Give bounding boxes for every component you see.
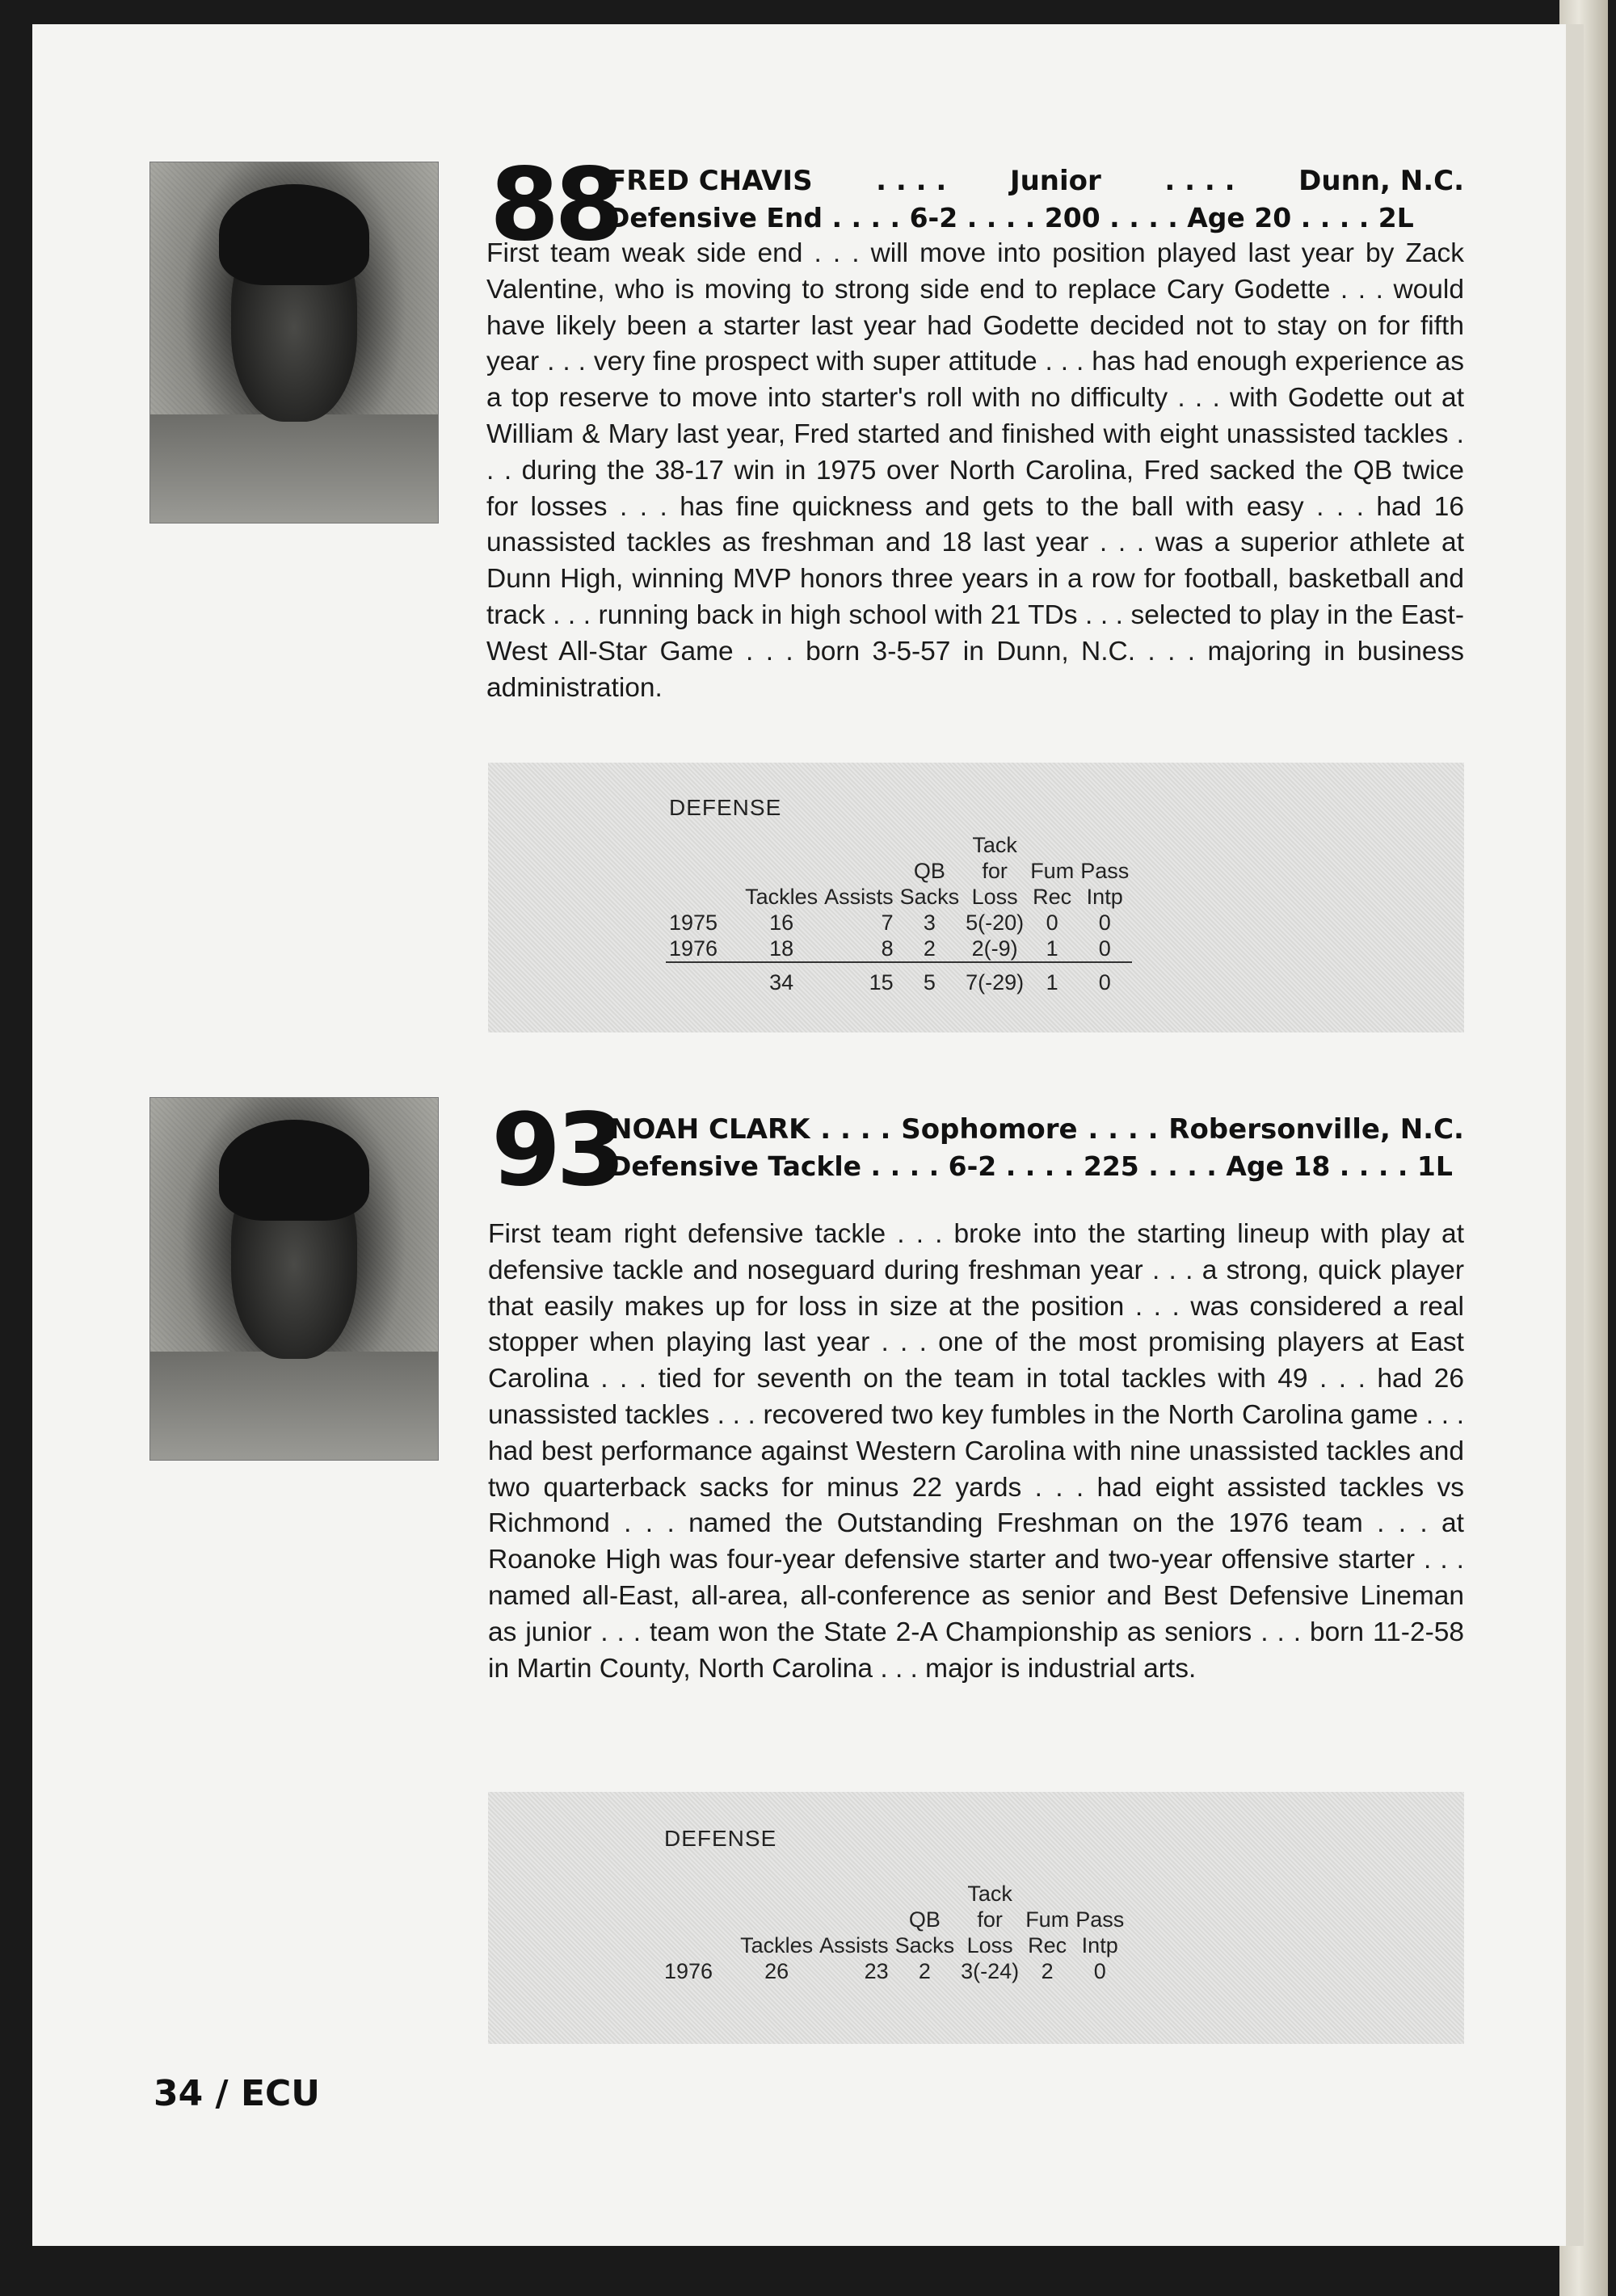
player-bio: First team right defensive tackle . . . broke into the starting lineup with play at defensive tackle and noseguard during freshman year . . . a strong, quick player that easily makes up for loss in size at the position . . . was considered a real stopper when playing last year . . . one of the most promising players at East Carolina . . . tied for seventh on the team in total tackles with 49 . . . had 26 unassisted tackles . . . recovered two key fumbles in the North Carolina game . . . had best performance against Western Carolina with nine unassisted tackles and two quarterback sacks for minus 22 yards . . . had eight assisted tackles vs Richmond . . . named the Outstanding Freshman on the 1976 team . . . at Roanoke High was four-year defensive starter and two-year offensive starter . . . named all-East, all-area, all-conference as senior and Best Defensive Lineman as junior . . . team won the State 2-A Championship as seniors . . . born 11-2-58 in Martin County, North Carolina . . . major is industrial arts.: [488, 1219, 1464, 1684]
player-class: Sophomore: [901, 1113, 1078, 1146]
player-name: NOAH CLARK: [609, 1113, 810, 1146]
stats-total-row: 34 15 5 7(-29) 1 0: [769, 970, 1111, 995]
player-name-line: FRED CHAVIS . . . . Junior . . . . Dunn, N.C.: [608, 165, 1464, 197]
player-photo-chavis: [149, 162, 439, 524]
stats-label: DEFENSE: [664, 1826, 777, 1851]
stats-box: [488, 763, 1464, 1032]
stats-box: [488, 1792, 1464, 2044]
player-name-line: NOAH CLARK . . . . Sophomore . . . . Robersonville, N.C.: [609, 1113, 1464, 1146]
player-hometown: Robersonville, N.C.: [1168, 1113, 1464, 1146]
stats-row: 1975 16 7 3 5(-20) 0 0: [669, 910, 1111, 935]
player-photo-clark: [149, 1097, 439, 1461]
stats-table: Tack QB for Fum Pass Tackles Assists Sacks Loss Rec Intp 1975 16 7 3 5(-20) 0 0 1976 18 8 2 2(-9) 1 0 34 15 5 7(-29) 1 0: [666, 832, 1132, 995]
player-position-line: Defensive Tackle . . . . 6-2 . . . . 225 . . . . Age 18 . . . . 1L: [609, 1150, 1453, 1182]
player-name: FRED CHAVIS: [608, 165, 813, 197]
jersey-number: 88: [490, 147, 620, 263]
player-bio: First team weak side end . . . will move into position played last year by Zack Valentine, who is moving to strong side end to replace Cary Godette . . . would have likely been a starter last year had Godette decided not to stay on for fifth year . . . very fine prospect with super attitude . . . has had enough experience as a top reserve to move into starter's roll with no difficulty . . . with Godette out at William & Mary last year, Fred started and finished with eight unassisted tackles . . . during the 38-17 win in 1975 over North Carolina, Fred sacked the QB twice for losses . . . has fine quickness and gets to the ball with easy . . . had 16 unassisted tackles as freshman and 18 last year . . . was a superior athlete at Dunn High, winning MVP honors three years in a row for football, basketball and track . . . running back in high school with 21 TDs . . . selected to play in the East-West All-Star Game . . . born 3-5-57 in Dunn, N.C. . . . majoring in business administration.: [486, 238, 1464, 703]
player-position-line: Defensive End . . . . 6-2 . . . . 200 . . . . Age 20 . . . . 2L: [608, 202, 1414, 233]
stats-row: 1976 26 23 2 3(-24) 2 0: [664, 1959, 1106, 1983]
jersey-number: 93: [491, 1092, 621, 1209]
stats-row: 1976 18 8 2 2(-9) 1 0: [666, 936, 1132, 962]
player-hometown: Dunn, N.C.: [1298, 165, 1464, 197]
page-footer: 34 / ECU: [154, 2073, 321, 2114]
stats-table: Tack QB for Fum Pass Tackles Assists Sacks Loss Rec Intp 1976 26 23 2 3(-24) 2 0: [661, 1881, 1127, 1984]
stats-label: DEFENSE: [669, 795, 782, 820]
player-class: Junior: [1009, 165, 1101, 197]
